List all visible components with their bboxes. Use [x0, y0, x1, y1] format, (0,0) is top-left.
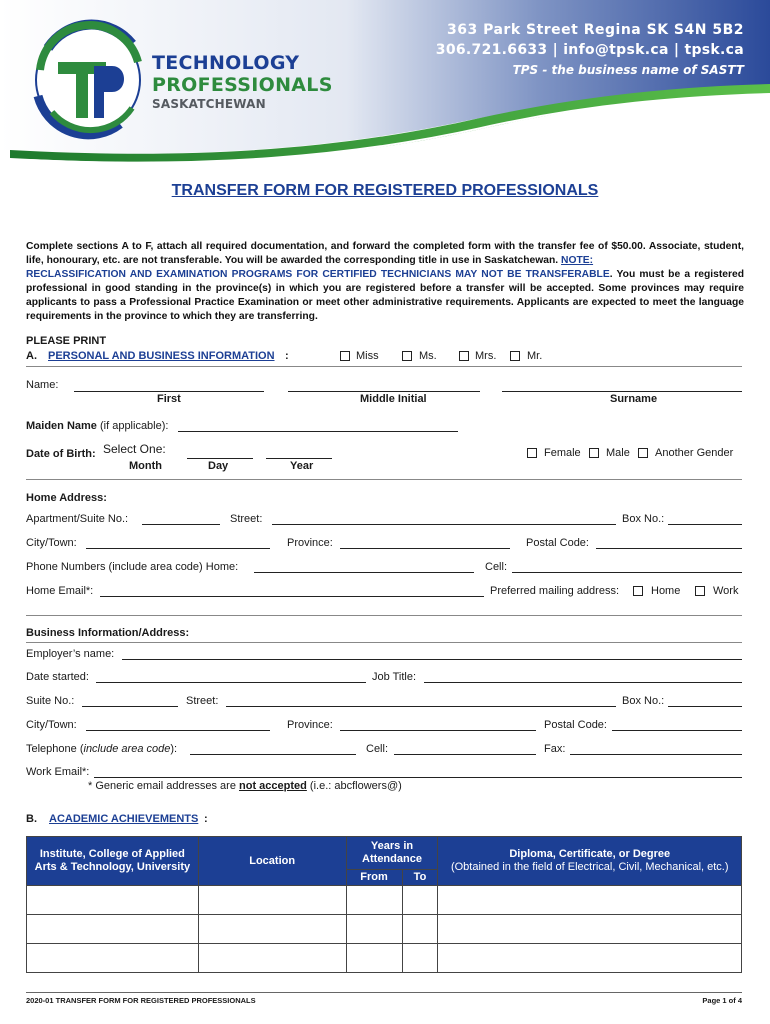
postal-code-label: Postal Code:	[526, 537, 589, 549]
biz-box-field[interactable]	[668, 706, 742, 707]
phone-cell-field[interactable]	[512, 572, 742, 573]
section-a-colon: :	[285, 350, 289, 362]
logo-text-saskatchewan: SASKATCHEWAN	[152, 97, 266, 111]
day-caption: Day	[208, 460, 229, 472]
from-cell[interactable]	[346, 886, 402, 915]
mail-home-checkbox[interactable]	[633, 586, 643, 596]
street-field[interactable]	[272, 524, 616, 525]
gender-another-label: Another Gender	[655, 447, 734, 459]
footer-rule	[26, 992, 742, 993]
institute-cell[interactable]	[27, 915, 199, 944]
biz-city-label: City/Town:	[26, 719, 77, 731]
section-a-rule	[26, 366, 742, 367]
date-started-field[interactable]	[96, 682, 366, 683]
table-row	[27, 915, 742, 944]
biz-street-field[interactable]	[226, 706, 616, 707]
diploma-cell[interactable]	[438, 915, 742, 944]
home-email-field[interactable]	[100, 596, 484, 597]
suite-no-label: Suite No.:	[26, 695, 75, 707]
address-line-2: 306.721.6633 | info@tpsk.ca | tpsk.ca	[435, 42, 744, 58]
title-mr-label: Mr.	[527, 350, 543, 362]
mail-work-label: Work	[713, 585, 739, 597]
diploma-cell[interactable]	[438, 886, 742, 915]
gender-female-checkbox[interactable]	[527, 448, 537, 458]
academic-achievements-table	[26, 836, 742, 973]
section-b-heading: ACADEMIC ACHIEVEMENTS	[49, 813, 199, 825]
city-field[interactable]	[86, 548, 270, 549]
suite-no-field[interactable]	[82, 706, 178, 707]
footer-page-number: Page 1 of 4	[702, 996, 742, 1005]
institute-cell[interactable]	[27, 886, 199, 915]
telephone-field[interactable]	[190, 754, 356, 755]
year-caption: Year	[290, 460, 314, 472]
intro-paragraph: Complete sections A to F, attach all required documentation, and forward the completed form with the transfer fee of $50.00. Associate, student, life, honourary, etc. are not transferable. You will be awarded the corresponding title in use in Saskatchewan. NOTE: RECLASSIFICATION AND EXAMINATION PROGRAMS FOR CERTIFIED TECHNICIANS MAY NOT BE TRANSFERABLE. You must be a registered professional in good standing in the province(s) in which you are registered before a transfer will be accepted. Some provinces may require applicants to pass a Professional Practice Examination or meet other administrative requirements. Applicants are expected to meet the language requirements in the province to which they are transferring.	[26, 241, 745, 322]
title-mr-checkbox[interactable]	[510, 351, 520, 361]
please-print: PLEASE PRINT	[26, 335, 107, 347]
reclassification-notice: RECLASSIFICATION AND EXAMINATION PROGRAMS FOR CERTIFIED TECHNICIANS MAY NOT BE TRANSFERABLE	[26, 269, 610, 280]
preferred-mailing-label: Preferred mailing address:	[490, 585, 620, 597]
fax-field[interactable]	[570, 754, 742, 755]
col-location: Location	[198, 837, 346, 886]
to-cell[interactable]	[402, 886, 438, 915]
address-line-1: 363 Park Street Regina SK S4N 5B2	[446, 22, 744, 38]
col-years: Years in Attendance	[346, 837, 438, 870]
title-miss-label: Miss	[356, 350, 379, 362]
dob-year-field[interactable]	[266, 458, 332, 459]
table-row	[27, 944, 742, 973]
to-cell[interactable]	[402, 944, 438, 973]
intro-part-1: Complete sections A to F, attach all required documentation, and forward the completed form with the transfer fee of $50.00. Associate, student, life, honourary, etc. are not transferable. You will be awarded the corresponding title in use in Saskatchewan.	[26, 241, 744, 266]
footer-form-id: 2020-01 TRANSFER FORM FOR REGISTERED PROFESSIONALS	[26, 996, 256, 1005]
phone-home-label: Phone Numbers (include area code) Home:	[26, 561, 239, 573]
biz-city-field[interactable]	[86, 730, 270, 731]
name-label: Name:	[26, 379, 59, 391]
title-mrs-label: Mrs.	[475, 350, 497, 362]
phone-cell-label: Cell:	[485, 561, 508, 573]
postal-code-field[interactable]	[596, 548, 742, 549]
dob-day-field[interactable]	[187, 458, 253, 459]
box-no-label: Box No.:	[622, 513, 665, 525]
intro-part-2: . You must be a registered professional in good standing in the province(s) in which you are registered before a transfer will be accepted. Some provinces may require applicants to pass a Professional Practice Examination or meet other administrative requirements. Applicants are expected to meet the language requirements in the province to which they are transferring.	[26, 269, 745, 322]
globe-logo-icon	[36, 25, 140, 135]
city-label: City/Town:	[26, 537, 77, 549]
col-from: From	[346, 870, 402, 886]
home-address-heading: Home Address:	[26, 492, 107, 504]
form-title: TRANSFER FORM FOR REGISTERED PROFESSIONALS	[171, 182, 599, 199]
first-caption: First	[157, 393, 181, 405]
date-started-label: Date started:	[26, 671, 89, 683]
employer-field[interactable]	[122, 659, 742, 660]
section-a-heading: PERSONAL AND BUSINESS INFORMATION	[48, 350, 275, 362]
title-miss-checkbox[interactable]	[340, 351, 350, 361]
job-title-label: Job Title:	[372, 671, 417, 683]
biz-cell-field[interactable]	[394, 754, 536, 755]
gender-another-checkbox[interactable]	[638, 448, 648, 458]
phone-home-field[interactable]	[254, 572, 474, 573]
first-name-field[interactable]	[74, 391, 264, 392]
col-institute: Institute, College of Applied Arts & Technology, University	[27, 837, 199, 886]
apt-suite-field[interactable]	[142, 524, 220, 525]
business-rule	[26, 642, 742, 643]
month-caption: Month	[129, 460, 162, 472]
section-b-colon: :	[204, 813, 208, 825]
dob-month-select[interactable]: Select One:	[103, 442, 166, 456]
box-no-field[interactable]	[668, 524, 742, 525]
biz-street-label: Street:	[186, 695, 219, 707]
title-ms-checkbox[interactable]	[402, 351, 412, 361]
dob-label: Date of Birth:	[26, 448, 96, 460]
logo-text-professionals: PROFESSIONALS	[152, 74, 333, 96]
telephone-label: Telephone (include area code):	[26, 743, 178, 755]
location-cell[interactable]	[198, 944, 346, 973]
table-header-row	[27, 837, 742, 870]
province-field[interactable]	[340, 548, 510, 549]
title-ms-label: Ms.	[419, 350, 437, 362]
title-mrs-checkbox[interactable]	[459, 351, 469, 361]
biz-postal-label: Postal Code:	[544, 719, 607, 731]
table-row	[27, 886, 742, 915]
from-cell[interactable]	[346, 915, 402, 944]
logo-text-technology: TECHNOLOGY	[152, 52, 300, 74]
apt-suite-label: Apartment/Suite No.:	[26, 513, 129, 525]
letterhead	[0, 0, 770, 175]
home-rule	[26, 615, 742, 616]
from-cell[interactable]	[346, 944, 402, 973]
to-cell[interactable]	[402, 915, 438, 944]
note-label: NOTE	[561, 255, 590, 266]
work-email-field[interactable]	[94, 777, 742, 778]
gender-female-label: Female	[544, 447, 581, 459]
location-cell[interactable]	[198, 886, 346, 915]
biz-province-field[interactable]	[340, 730, 536, 731]
home-email-label: Home Email*:	[26, 585, 94, 597]
gender-male-label: Male	[606, 447, 630, 459]
section-b-letter: B.	[26, 813, 37, 825]
biz-postal-field[interactable]	[612, 730, 742, 731]
province-label: Province:	[287, 537, 333, 549]
middle-initial-caption: Middle Initial	[360, 393, 427, 405]
col-diploma: Diploma, Certificate, or Degree (Obtained in the field of Electrical, Civil, Mechanical, etc.)	[438, 837, 742, 886]
col-to: To	[402, 870, 438, 886]
work-email-label: Work Email*:	[26, 766, 90, 778]
business-heading: Business Information/Address:	[26, 627, 190, 639]
gender-male-checkbox[interactable]	[589, 448, 599, 458]
fax-label: Fax:	[544, 743, 566, 755]
mail-work-checkbox[interactable]	[695, 586, 705, 596]
institute-cell[interactable]	[27, 944, 199, 973]
generic-email-note: * Generic email addresses are not accepted (i.e.: abcflowers@)	[88, 780, 402, 792]
job-title-field[interactable]	[424, 682, 742, 683]
dob-rule	[26, 479, 742, 480]
maiden-name-field[interactable]	[178, 431, 458, 432]
employer-label: Employer’s name:	[26, 648, 115, 660]
biz-cell-label: Cell:	[366, 743, 389, 755]
maiden-name-label: Maiden Name (if applicable):	[26, 420, 169, 432]
biz-province-label: Province:	[287, 719, 333, 731]
street-label: Street:	[230, 513, 263, 525]
surname-caption: Surname	[610, 393, 658, 405]
surname-field[interactable]	[502, 391, 742, 392]
mail-home-label: Home	[651, 585, 681, 597]
section-a-letter: A.	[26, 350, 37, 362]
location-cell[interactable]	[198, 915, 346, 944]
middle-initial-field[interactable]	[288, 391, 480, 392]
tagline: TPS - the business name of SASTT	[512, 63, 744, 77]
biz-box-label: Box No.:	[622, 695, 665, 707]
diploma-cell[interactable]	[438, 944, 742, 973]
